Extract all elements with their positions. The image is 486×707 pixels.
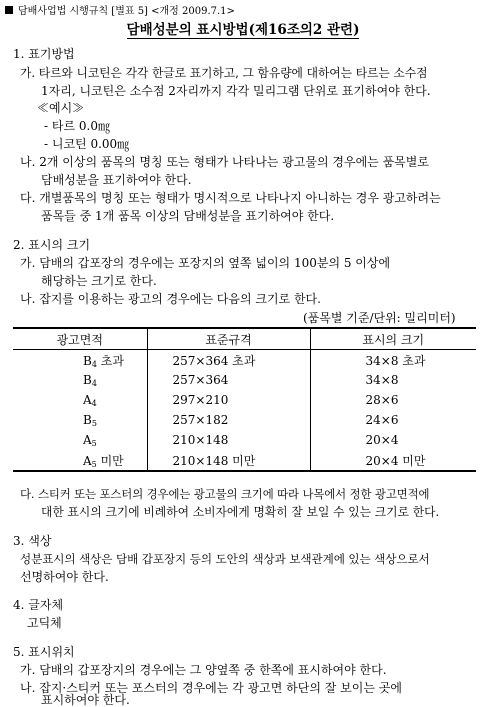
cell-area: $B_4$ (83, 372, 97, 388)
cell-standard: 210×148 미만 (147, 450, 310, 471)
col-header-standard: 표준규격 (147, 328, 310, 350)
section1-ga-line1: 가. 타르와 니코틴은 각각 한글로 표기하고, 그 함유량에 대하여는 타르는 소수점 (20, 66, 428, 80)
size-table (13, 327, 476, 472)
section3-heading: 3. 색상 (13, 534, 52, 548)
header-text: 담배사업법 시행규칙 [별표 5] <개정 2009.7.1> (18, 6, 235, 17)
section2-da-line2: 대한 표시의 크기에 비례하여 소비자에게 명확히 잘 보일 수 있는 크기로 한다. (41, 505, 440, 519)
cell-area: $A_5$ 미만 (83, 453, 124, 469)
cell-size: 24×6 (310, 410, 476, 430)
section4-body: 고딕체 (27, 616, 62, 630)
section2-ga-line2: 해당하는 크기로 한다. (41, 274, 157, 288)
section1-da-line2: 품목들 중 1개 품목 이상의 담배성분을 표기하여야 한다. (41, 209, 335, 223)
table-row (13, 350, 476, 371)
table-row (13, 390, 476, 410)
table-row (13, 410, 476, 430)
unit-note: (품목별 기준/단위: 밀리미터) (303, 311, 456, 325)
cell-size: 28×6 (310, 390, 476, 410)
example-nicotine: - 니코틴 0.00㎎ (44, 137, 130, 151)
black-square-icon (5, 6, 13, 14)
section2-ga-line1: 가. 담배의 갑포장의 경우에는 포장지의 옆쪽 넓이의 100분의 5 이상에 (20, 256, 391, 270)
cell-size: 20×4 미만 (310, 450, 476, 471)
section1-na-line2: 담배성분을 표기하여야 한다. (41, 173, 192, 187)
section4-heading: 4. 글자체 (13, 598, 64, 612)
section1-ga-line2: 1자리, 니코틴은 소수점 2자리까지 각각 밀리그램 단위로 표기하여야 한다. (41, 84, 431, 98)
example-tar: - 타르 0.0㎎ (44, 119, 110, 133)
document-title: 담배성분의 표시방법(제16조의2 관련) (126, 22, 360, 38)
section2-da-line1: 다. 스티커 또는 포스터의 경우에는 광고물의 크기에 따라 나목에서 정한 광고면적에 (20, 487, 430, 501)
cell-standard: 297×210 (147, 390, 310, 410)
example-label: ≪예시≫ (37, 101, 85, 115)
section3-body-line2: 선명하여야 한다. (20, 570, 109, 584)
cell-size: 34×8 초과 (310, 350, 476, 371)
cell-area: $A_4$ (83, 392, 97, 408)
cell-area: $B_5$ (83, 412, 97, 428)
col-header-size: 표시의 크기 (310, 328, 476, 350)
section1-heading: 1. 표기방법 (13, 47, 75, 61)
cell-standard: 257×364 (147, 370, 310, 390)
table-row (13, 450, 476, 471)
regulation-header (5, 4, 235, 19)
table-row (13, 370, 476, 390)
section3-body-line1: 성분표시의 색상은 담배 갑포장지 등의 도안의 색상과 보색관계에 있는 색상으로서 (20, 552, 430, 566)
section2-heading: 2. 표시의 크기 (13, 238, 91, 252)
col-header-area: 광고면적 (13, 328, 147, 350)
section5-na-line1: 나. 잡지·스티커 또는 포스터의 경우에는 각 광고면 하단의 잘 보이는 곳에 (20, 681, 402, 695)
table-row (13, 430, 476, 450)
table-header-row (13, 328, 476, 350)
cell-size: 20×4 (310, 430, 476, 450)
section2-na-line1: 나. 잡지를 이용하는 광고의 경우에는 다음의 크기로 한다. (20, 292, 321, 306)
section5-ga-line1: 가. 담배의 갑포장지의 경우에는 그 양옆쪽 중 한쪽에 표시하여야 한다. (20, 663, 387, 677)
section5-heading: 5. 표시위치 (13, 645, 75, 659)
cell-standard: 257×182 (147, 410, 310, 430)
section1-da-line1: 다. 개별품목의 명칭 또는 형태가 명시적으로 나타나지 아니하는 경우 광고하려는 (20, 191, 441, 205)
cell-standard: 257×364 초과 (147, 350, 310, 371)
cell-standard: 210×148 (147, 430, 310, 450)
section1-na-line1: 나. 2개 이상의 품목의 명칭 또는 형태가 나타나는 광고물의 경우에는 품목별로 (20, 155, 429, 169)
cell-area: $B_4$ 초과 (83, 353, 124, 369)
section5-na-line2: 표시하여야 한다. (41, 693, 130, 707)
cell-size: 34×8 (310, 370, 476, 390)
cell-area: $A_5$ (83, 432, 97, 448)
